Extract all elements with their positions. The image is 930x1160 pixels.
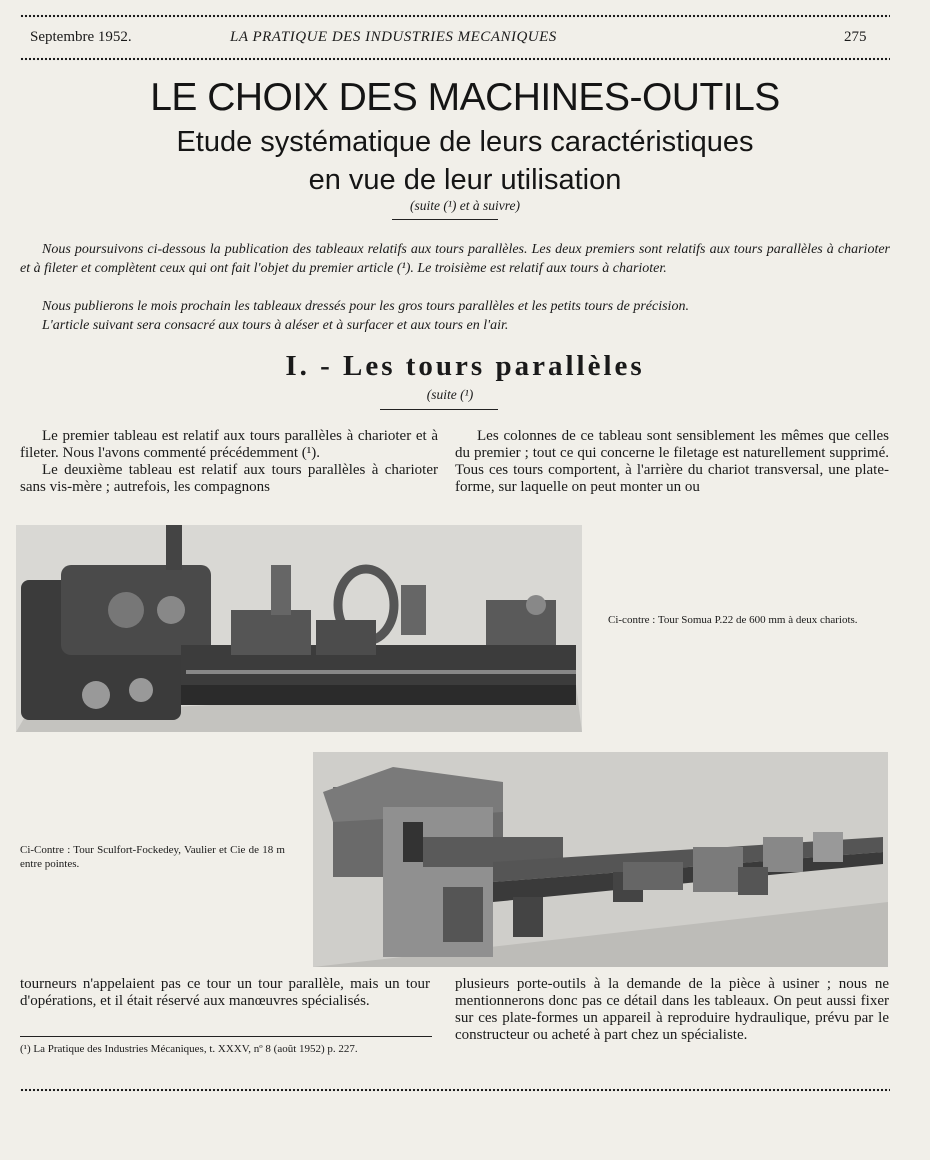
caption-somua: Ci-contre : Tour Somua P.22 de 600 mm à deux chariots.: [608, 614, 858, 626]
article-subtitle-line-1: Etude systématique de leurs caractéristiques: [176, 126, 754, 158]
continuation-note: (suite (¹) et à suivre): [409, 198, 520, 213]
right-paragraph-1: Les colonnes de ce tableau sont sensiblement les mêmes que celles du premier ; tout ce qui concerne le filetage est naturellement supprimé. Tous ces tours comportent, à l'arrière du chariot transversal, une plate-forme, sur laquelle on peut monter un ou: [455, 428, 889, 495]
footnote-rule: [20, 1036, 432, 1037]
title-underline: [392, 219, 498, 220]
photo-sculfort-lathe: [313, 752, 888, 967]
left-column-lower: tourneurs n'appelaient pas ce tour un tour parallèle, mais un tour d'opérations, et il était réservé aux manœuvres spécialisés.: [20, 976, 430, 1009]
footnote: (¹) La Pratique des Industries Mécaniques, t. XXXV, nº 8 (août 1952) p. 227.: [20, 1043, 358, 1055]
top-dotted-rule: [20, 14, 890, 18]
right-column-lower: plusieurs porte-outils à la demande de la pièce à usiner ; nous ne mentionnerons donc pas ce détail dans les tableaux. On peut aussi fixer sur ces plate-formes un appareil à reproduire hydraulique, prévu par le constructeur ou acheté à part chez un spécialiste.: [455, 976, 889, 1043]
bottom-dotted-rule: [20, 1088, 890, 1092]
caption-sculfort: Ci-Contre : Tour Sculfort-Fockedey, Vaulier et Cie de 18 m entre pointes.: [20, 844, 285, 870]
lathe-illustration-1: [16, 525, 582, 732]
right-column-upper: [455, 428, 889, 496]
header-date: Septembre 1952.: [30, 29, 132, 45]
page-number: 275: [844, 29, 867, 45]
section-note: (suite (¹): [426, 387, 474, 402]
left-column-upper: [20, 428, 438, 496]
article-subtitle-line-2: en vue de leur utilisation: [308, 164, 622, 196]
photo-somua-lathe: [16, 525, 582, 732]
intro-paragraph-1: Nous poursuivons ci-dessous la publication des tableaux relatifs aux tours parallèles. Les deux premiers sont relatifs aux tours parallèles à charioter et à fileter et complètent ceux qui ont fait l'objet du premier article (¹). Le troisième est relatif aux tours à charioter.: [20, 242, 890, 276]
article-title: LE CHOIX DES MACHINES-OUTILS: [150, 76, 780, 119]
intro-paragraph-3: L'article suivant sera consacré aux tours à aléser et à surfacer et aux tours en l'air.: [42, 318, 509, 333]
intro-paragraph-2: Nous publierons le mois prochain les tableaux dressés pour les gros tours parallèles et les petits tours de précision.: [42, 299, 689, 314]
lathe-illustration-2: [313, 752, 888, 967]
section-title: I. - Les tours parallèles: [285, 350, 645, 382]
left-paragraph-1: Le premier tableau est relatif aux tours parallèles à charioter et à fileter. Nous l'avons commenté précédemment (¹).: [20, 428, 438, 461]
section-underline: [380, 409, 498, 410]
header-journal-title: LA PRATIQUE DES INDUSTRIES MECANIQUES: [230, 29, 557, 45]
left-paragraph-2: Le deuxième tableau est relatif aux tours parallèles à charioter sans vis-mère ; autrefois, les compagnons: [20, 462, 438, 495]
header-dotted-rule: [20, 57, 890, 61]
